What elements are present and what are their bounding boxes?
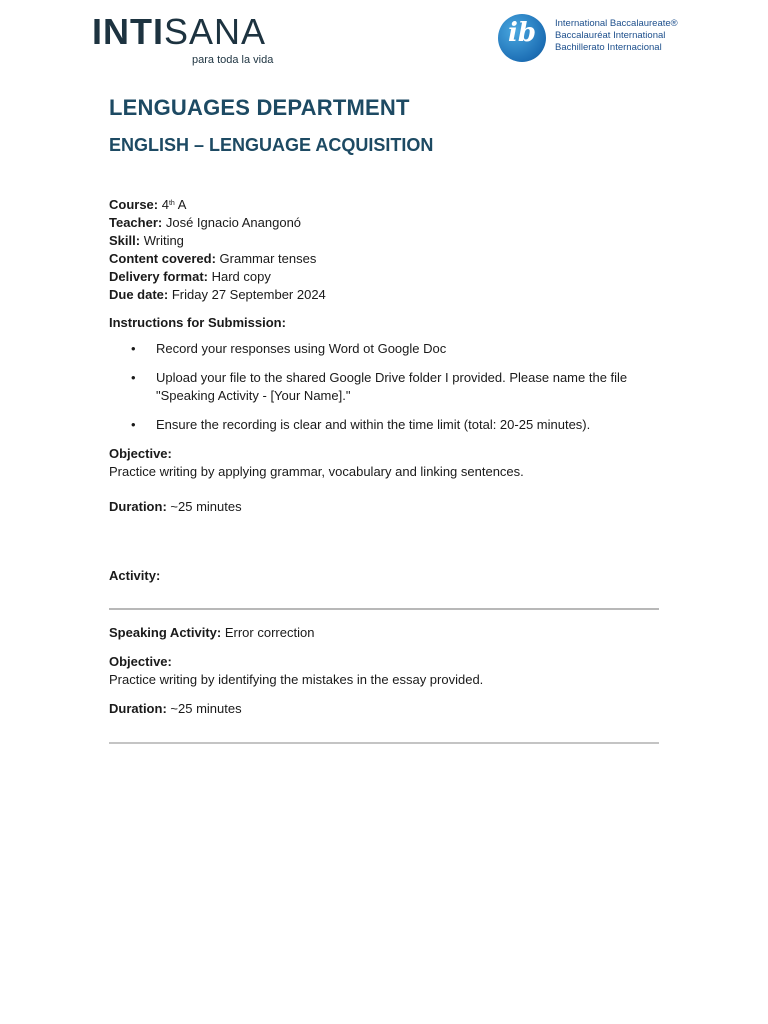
bullet-icon: • (131, 417, 136, 432)
list-item: • Ensure the recording is clear and within the time limit (total: 20-25 minutes). (131, 417, 591, 432)
intisana-tagline: para toda la vida (192, 54, 274, 66)
intisana-wordmark: INTISANA (92, 11, 267, 52)
page-header (0, 0, 768, 80)
speaking-activity-line: Speaking Activity: Error correction (109, 625, 315, 640)
bullet-icon: • (131, 341, 136, 356)
objective-section: Objective: Practice writing by applying grammar, vocabulary and linking sentences. (109, 446, 524, 479)
document-body (109, 95, 659, 744)
activity-label: Activity: (109, 568, 161, 583)
list-item: • Record your responses using Word ot Google Doc (131, 341, 447, 356)
ib-logo-text: International Baccalaureate® Baccalauréat International Bachillerato Internacional (555, 18, 678, 53)
bullet-icon: • (131, 370, 136, 385)
duration-line: Duration: ~25 minutes (109, 499, 242, 514)
instructions-title: Instructions for Submission: (109, 315, 286, 330)
instructions-list (109, 340, 659, 434)
ib-emblem: ib (498, 14, 546, 62)
delivery-line: Delivery format: Hard copy (109, 269, 271, 284)
department-title: LENGUAGES DEPARTMENT (109, 95, 410, 120)
intisana-logo (92, 11, 287, 66)
divider-bottom (109, 742, 659, 744)
assignment-meta (109, 196, 659, 304)
divider (109, 608, 659, 610)
objective-section-2: Objective: Practice writing by identifying the mistakes in the essay provided. (109, 654, 484, 687)
ib-logo (498, 14, 680, 64)
list-item: • Upload your file to the shared Google Drive folder I provided. Please name the file "Speaking Activity - [Your Name]." (131, 370, 628, 403)
course-line: Course: 4th A (109, 197, 187, 212)
skill-line: Skill: Writing (109, 233, 184, 248)
due-date-line: Due date: Friday 27 September 2024 (109, 287, 326, 302)
course-subtitle: ENGLISH – LENGUAGE ACQUISITION (109, 135, 434, 155)
teacher-line: Teacher: José Ignacio Anangonó (109, 215, 302, 230)
duration-line-2: Duration: ~25 minutes (109, 701, 242, 716)
content-line: Content covered: Grammar tenses (109, 251, 317, 266)
